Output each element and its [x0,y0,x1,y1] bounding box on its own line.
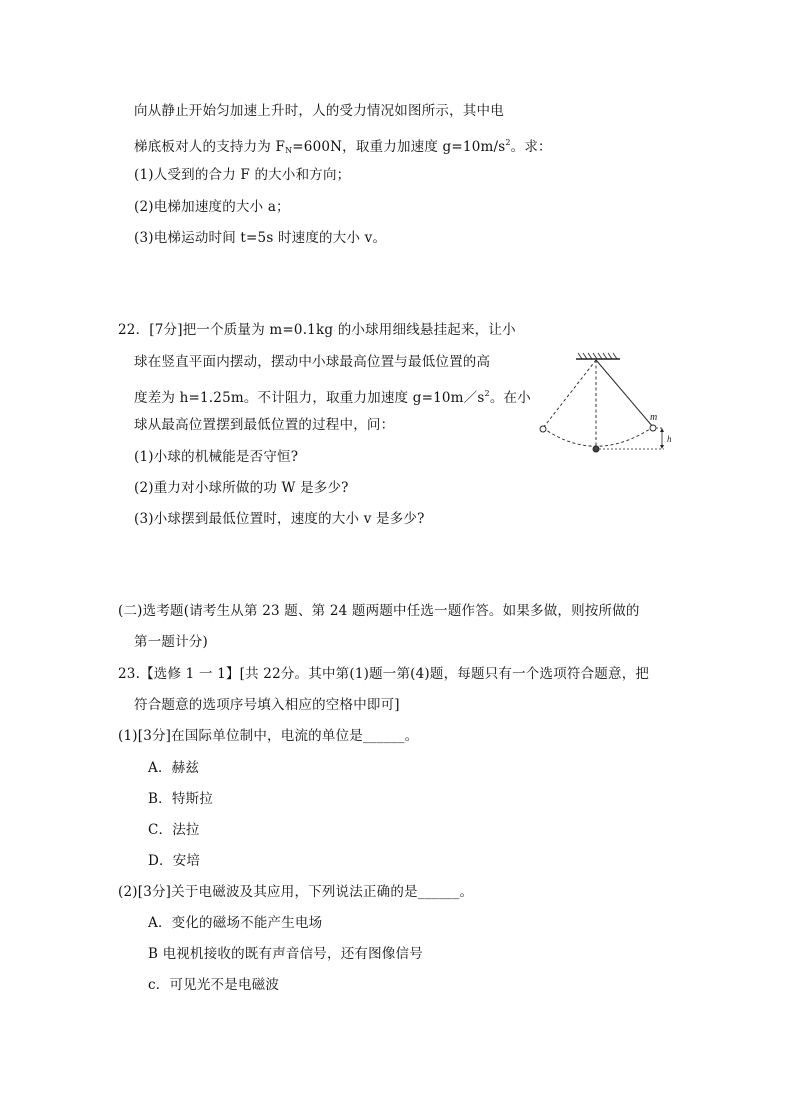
q23-sub2-option-c: c．可见光不是电磁波 [148,977,280,993]
ceiling-support [576,353,620,359]
q23-sub2-option-b: B 电视机接收的既有声音信号，还有图像信号 [148,946,423,962]
q22-line-3-post: 。在小 [489,390,531,406]
label-h: h [667,434,672,444]
q23-sub1-option-d: D．安培 [148,853,201,869]
q23-sub1-option-a: A．赫兹 [148,760,200,776]
q21-line-1: 向从静止开始匀加速上升时，人的受力情况如图所示，其中电 [134,103,504,119]
ball-bottom [593,446,599,452]
q23-sub1-stem: (1)[3分]在国际单位制中，电流的单位是______。 [118,728,419,744]
pendulum-figure [530,350,680,460]
q23-sub2-stem: (2)[3分]关于电磁波及其应用，下列说法正确的是______。 [118,884,474,900]
q21-line-2-subscript: N [285,146,293,155]
q21-line-2-end: 。求： [510,139,552,155]
q23-sub1-option-b: B．特斯拉 [148,791,213,807]
swing-arc-dashed [543,427,653,446]
q22-item-2: (2)重力对小球所做的功 W 是多少? [134,480,349,496]
q21-line-2-superscript: 2 [505,138,511,147]
q21-line-2-pre: 梯底板对人的支持力为 F [134,139,286,155]
q22-line-3-superscript: 2 [484,389,490,398]
q23-line-2: 符合题意的选项序号填入相应的空格中即可] [134,697,400,713]
q22-line-4: 球从最高位置摆到最低位置的过程中，问： [134,417,395,433]
section2-line-1: (二)选考题(请考生从第 23 题、第 24 题两题中任选一题作答。如果多做，则按所做的 [118,603,640,619]
q22-line-1: 22．[7分]把一个质量为 m=0.1kg 的小球用细线悬挂起来，让小 [118,322,516,338]
q21-item-1: (1)人受到的合力 F 的大小和方向； [134,167,351,183]
q22-item-1: (1)小球的机械能是否守恒? [134,449,299,465]
ball-left [540,426,546,432]
q22-line-2: 球在竖直平面内摆动，摆动中小球最高位置与最低位置的高 [134,354,491,370]
string-left-dashed [543,360,596,428]
q23-line-1: 23.【选修 1 一 1】[共 22分。其中第(1)题一第(4)题，每题只有一个选项符合题意，把 [118,666,650,682]
q22-line-3 [134,385,531,407]
q23-sub1-option-c: C．法拉 [148,822,200,838]
q22-line-3-pre: 度差为 h=1.25m。不计阻力，取重力加速度 g=10m／s [134,390,485,406]
section2-line-2: 第一题计分) [134,634,208,650]
ball-right [650,425,656,431]
q21-item-3: (3)电梯运动时间 t=5s 时速度的大小 v。 [134,230,387,246]
q21-line-2-post: =600N，取重力加速度 g=10m/s [292,139,506,155]
q23-sub2-option-a: A．变化的磁场不能产生电场 [148,915,323,931]
string-right [596,360,653,427]
q22-item-3: (3)小球摆到最低位置时，速度的大小 v 是多少? [134,511,425,527]
q21-item-2: (2)电梯加速度的大小 a； [134,199,290,215]
label-m: m [650,412,658,423]
q21-line-2 [134,134,552,160]
